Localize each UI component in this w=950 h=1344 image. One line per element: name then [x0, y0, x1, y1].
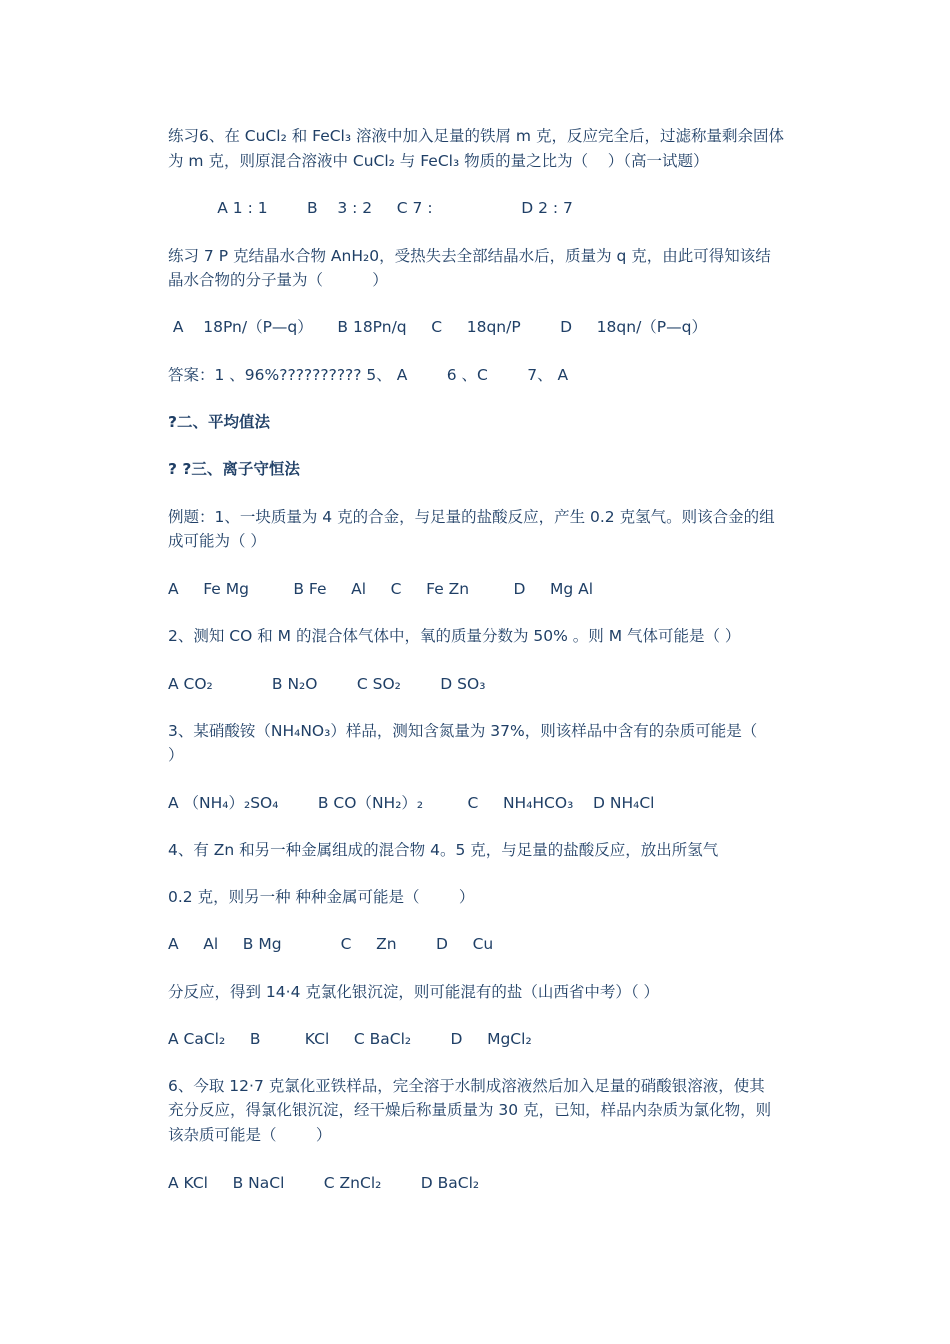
question-5-options: A CaCl₂ B KCl C BaCl₂ D MgCl₂ [168, 1030, 532, 1048]
example-1-options: A Fe Mg B Fe Al C Fe Zn D Mg Al [168, 580, 594, 598]
example-1-line-2: 成可能为（ ） [168, 532, 266, 550]
question-6-line-3: 该杂质可能是（ ） [168, 1126, 332, 1144]
question-5-fragment: 分反应，得到 14·4 克氯化银沉淀，则可能混有的盐（山西省中考）（ ） [168, 983, 660, 1001]
answers-line: 答案：1 、96%?????????? 5、 A 6 、C 7、 A [168, 366, 569, 384]
question-2-options: A CO₂ B N₂O C SO₂ D SO₃ [168, 675, 486, 693]
question-4-line-2: 0.2 克，则另一种 种种金属可能是（ ） [168, 888, 475, 906]
question-6-options: A KCl B NaCl C ZnCl₂ D BaCl₂ [168, 1174, 480, 1192]
exercise-7-options: A 18Pn/（P—q） B 18Pn/q C 18qn/P D 18qn/（P—q） [168, 318, 707, 336]
exercise-6-line-1: 练习6、在 CuCl₂ 和 FeCl₃ 溶液中加入足量的铁屑 m 克，反应完全后，过滤称量剩余固体 [168, 127, 784, 145]
question-3-options: A （NH₄）₂SO₄ B CO（NH₂）₂ C NH₄HCO₃ D NH₄Cl [168, 794, 655, 812]
question-6-line-1: 6、今取 12·7 克氯化亚铁样品，完全溶于水制成溶液然后加入足量的硝酸银溶液，使其 [168, 1077, 765, 1095]
exercise-6-options: A 1 : 1 B 3 : 2 C 7 : D 2 : 7 [168, 199, 573, 217]
question-3-line-1: 3、某硝酸铵（NH₄NO₃）样品，测知含氮量为 37%，则该样品中含有的杂质可能是（ [168, 722, 758, 740]
exercise-7-line-1: 练习 7 P 克结晶水合物 AnH₂0，受热失去全部结晶水后，质量为 q 克，由此可得知该结 [168, 247, 771, 265]
section-heading-ion-conservation: ? ?三、离子守恒法 [168, 460, 300, 478]
section-heading-average: ?二、平均值法 [168, 413, 270, 431]
question-6-line-2: 充分反应，得氯化银沉淀，经干燥后称量质量为 30 克，已知，样品内杂质为氯化物，则 [168, 1101, 772, 1119]
question-3-line-2: ） [168, 746, 184, 764]
exercise-6-line-2: 为 m 克，则原混合溶液中 CuCl₂ 与 FeCl₃ 物质的量之比为（ ）（高一试题） [168, 152, 709, 170]
question-4-line-1: 4、有 Zn 和另一种金属组成的混合物 4。5 克，与足量的盐酸反应，放出所氢气 [168, 841, 719, 859]
question-4-options: A Al B Mg C Zn D Cu [168, 935, 494, 953]
question-2: 2、测知 CO 和 M 的混合体气体中，氧的质量分数为 50% 。则 M 气体可能是（ ） [168, 627, 741, 645]
exercise-7-line-2: 晶水合物的分子量为（ ） [168, 271, 388, 289]
example-1-line-1: 例题：1、一块质量为 4 克的合金，与足量的盐酸反应，产生 0.2 克氢气。则该合金的组 [168, 508, 775, 526]
